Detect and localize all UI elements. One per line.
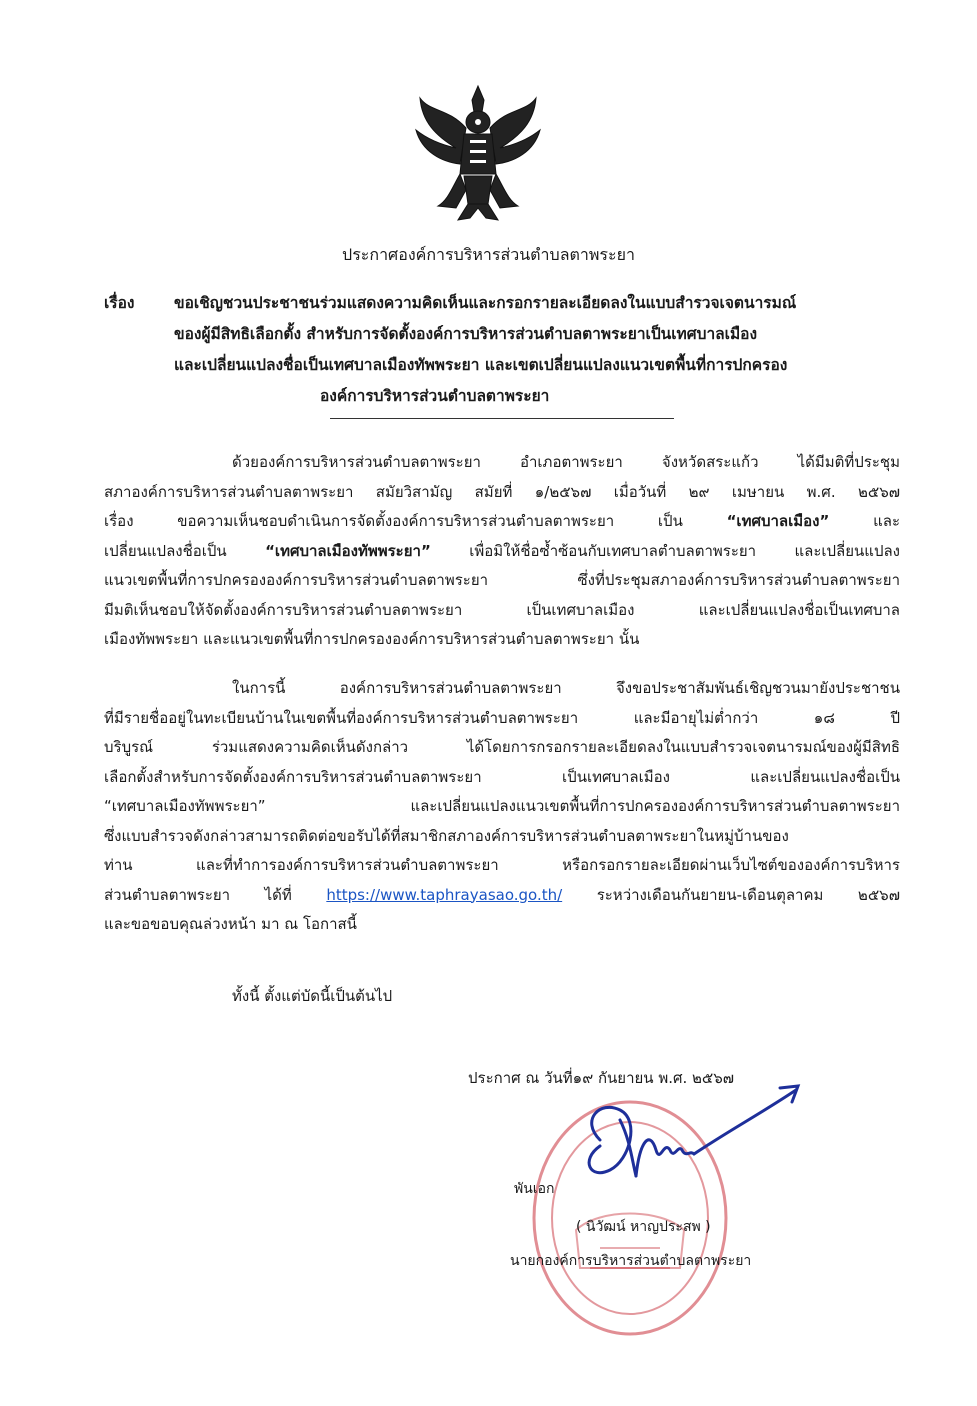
announcement-date: ประกาศ ณ วันที่๑๙ กันยายน พ.ศ. ๒๕๖๗ bbox=[468, 1069, 735, 1087]
p2-line: และขอขอบคุณล่วงหน้า มา ณ โอกาสนี้ bbox=[104, 915, 357, 933]
p1-emphasis: “เทศบาลเมือง” bbox=[726, 512, 830, 530]
subject-line-3: และเปลี่ยนแปลงชื่อเป็นเทศบาลเมืองทัพพระยา และเขตเปลี่ยนแปลงแนวเขตพื้นที่การปกครอง bbox=[174, 356, 788, 374]
p1-line: ด้วยองค์การบริหารส่วนตำบลตาพระยา อำเภอตาพระยา จังหวัดสระแก้ว ได้มีมติที่ประชุม bbox=[232, 453, 900, 471]
p2-line: ท่าน และที่ทำการองค์การบริหารส่วนตำบลตาพระยา หรือกรอกรายละเอียดผ่านเว็บไซต์ขององค์การบริหาร bbox=[104, 856, 900, 874]
p1-line: แนวเขตพื้นที่การปกครององค์การบริหารส่วนตำบลตาพระยา ซึ่งที่ประชุมสภาองค์การบริหารส่วนตำบลตาพระยา bbox=[104, 571, 900, 589]
p2-line: บริบูรณ์ ร่วมแสดงความคิดเห็นดังกล่าว ได้โดยการกรอกรายละเอียดลงในแบบสำรวจเจตนารมณ์ของผู้มีสิทธิ bbox=[104, 738, 900, 756]
p1-line: มีมติเห็นชอบให้จัดตั้งองค์การบริหารส่วนตำบลตาพระยา เป็นเทศบาลเมือง และเปลี่ยนแปลงชื่อเป็นเทศบาล bbox=[104, 600, 900, 619]
signer-rank: พันเอก bbox=[514, 1181, 555, 1197]
website-link[interactable]: https://www.taphrayasao.go.th/ bbox=[326, 885, 563, 904]
p2-line: ที่มีรายชื่ออยู่ในทะเบียนบ้านในเขตพื้นที่องค์การบริหารส่วนตำบลตาพระยา และมีอายุไม่ต่ำกว่า ๑๘ ปี bbox=[104, 708, 900, 727]
signature-icon bbox=[560, 1080, 820, 1210]
subject-label: เรื่อง bbox=[104, 294, 135, 312]
p1-line: เมืองทัพพระยา และแนวเขตพื้นที่การปกครององค์การบริหารส่วนตำบลตาพระยา นั้น bbox=[104, 630, 640, 648]
subject-line-2: ของผู้มีสิทธิเลือกตั้ง สำหรับการจัดตั้งองค์การบริหารส่วนตำบลตาพระยาเป็นเทศบาลเมือง bbox=[174, 325, 758, 343]
p2-text: ส่วนตำบลตาพระยา ได้ที่ bbox=[104, 885, 292, 904]
closing-statement: ทั้งนี้ ตั้งแต่บัดนี้เป็นต้นไป bbox=[232, 987, 393, 1005]
signer-position: นายกองค์การบริหารส่วนตำบลตาพระยา bbox=[510, 1253, 752, 1269]
subject-line-4: องค์การบริหารส่วนตำบลตาพระยา bbox=[320, 387, 550, 405]
page-title: ประกาศองค์การบริหารส่วนตำบลตาพระยา bbox=[342, 245, 635, 264]
garuda-emblem-icon bbox=[408, 78, 548, 228]
p2-line: ในการนี้ องค์การบริหารส่วนตำบลตาพระยา จึงขอประชาสัมพันธ์เชิญชวนมายังประชาชน bbox=[232, 679, 900, 697]
p2-line: “เทศบาลเมืองทัพพระยา” และเปลี่ยนแปลงแนวเขตพื้นที่การปกครององค์การบริหารส่วนตำบลตาพระยา bbox=[104, 797, 900, 815]
p2-line: ซึ่งแบบสำรวจดังกล่าวสามารถติดต่อขอรับได้ที่สมาชิกสภาองค์การบริหารส่วนตำบลตาพระยาในหมู่บ้านของ bbox=[104, 826, 789, 845]
p1-emphasis: “เทศบาลเมืองทัพพระยา” bbox=[265, 541, 431, 560]
divider bbox=[330, 418, 674, 419]
p2-line bbox=[104, 881, 900, 911]
paragraph-1 bbox=[104, 448, 900, 655]
p1-text: และ bbox=[873, 512, 900, 530]
p1-text: เพื่อมิให้ชื่อซ้ำซ้อนกับเทศบาลตำบลตาพระยา และเปลี่ยนแปลง bbox=[469, 541, 900, 560]
subject-line-1: ขอเชิญชวนประชาชนร่วมแสดงความคิดเห็นและกรอกรายละเอียดลงในแบบสำรวจเจตนารมณ์ bbox=[174, 294, 797, 312]
p2-text: ระหว่างเดือนกันยายน-เดือนตุลาคม ๒๕๖๗ bbox=[596, 885, 900, 904]
paragraph-2 bbox=[104, 674, 900, 940]
p1-line bbox=[104, 507, 900, 537]
p1-text: เรื่อง ขอความเห็นชอบดำเนินการจัดตั้งองค์การบริหารส่วนตำบลตาพระยา เป็น bbox=[104, 512, 683, 530]
p1-line: สภาองค์การบริหารส่วนตำบลตาพระยา สมัยวิสามัญ สมัยที่ ๑/๒๕๖๗ เมื่อวันที่ ๒๙ เมษายน พ.ศ. ๒๕๖๗ bbox=[104, 482, 900, 501]
p1-line bbox=[104, 537, 900, 567]
signer-name: ( นิวัฒน์ หาญประสพ ) bbox=[576, 1219, 711, 1235]
p1-text: เปลี่ยนแปลงชื่อเป็น bbox=[104, 541, 227, 560]
p2-line: เลือกตั้งสำหรับการจัดตั้งองค์การบริหารส่วนตำบลตาพระยา เป็นเทศบาลเมือง และเปลี่ยนแปลงชื่อเป็น bbox=[104, 767, 900, 786]
